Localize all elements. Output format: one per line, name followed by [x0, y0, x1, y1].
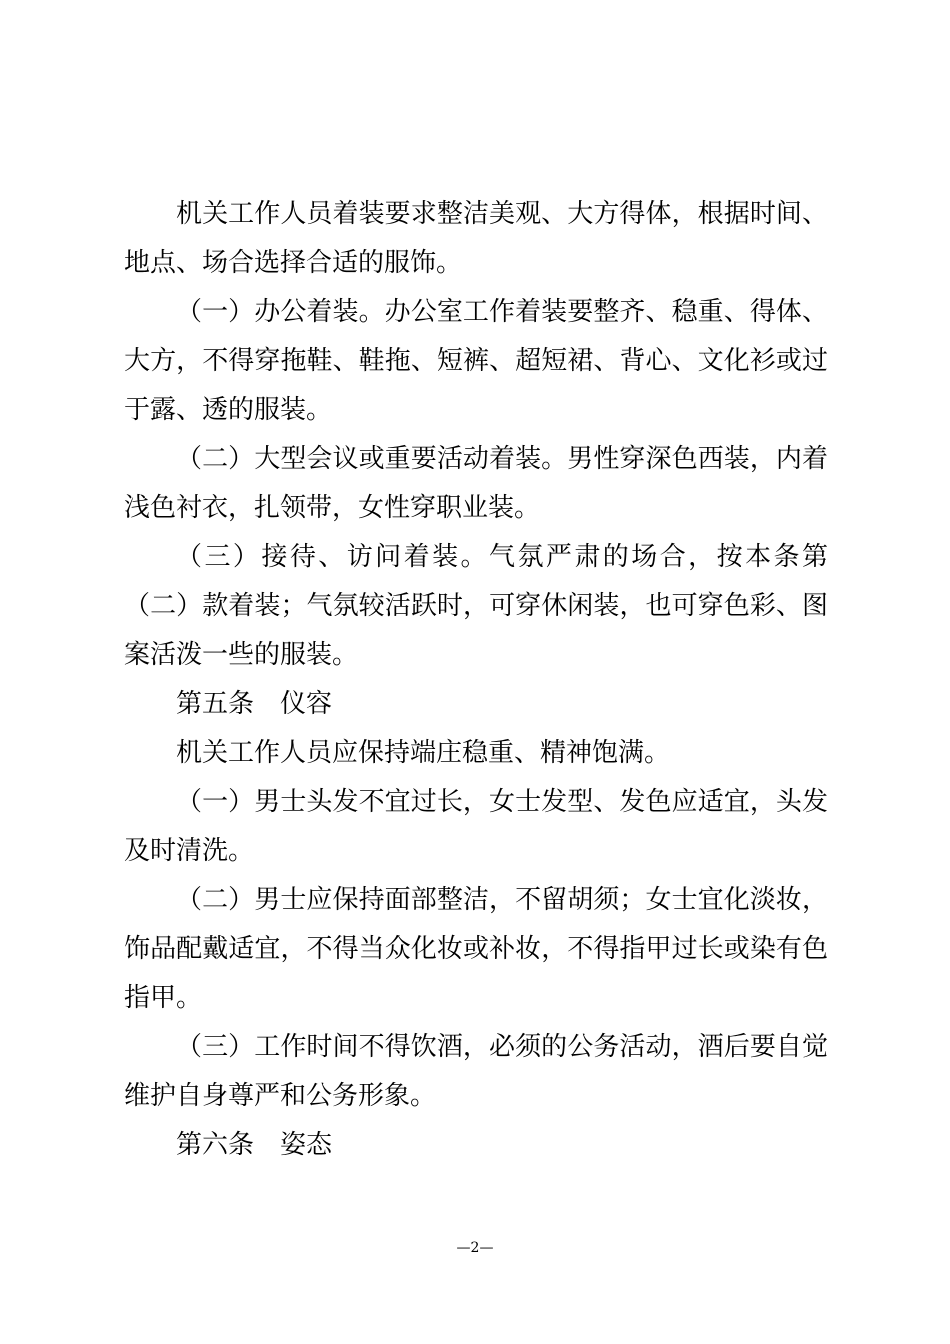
paragraph-attire-general: 机关工作人员着装要求整洁美观、大方得体，根据时间、地点、场合选择合适的服饰。 — [124, 199, 828, 278]
article-6-heading: 第六条 姿态 — [176, 1130, 333, 1160]
paragraph-hair: （一）男士头发不宜过长，女士发型、发色应适宜，头发及时清洗。 — [124, 787, 828, 866]
paragraph-office-attire: （一）办公着装。办公室工作着装要整齐、稳重、得体、大方，不得穿拖鞋、鞋拖、短裤、超短裙、背心、文化衫或过于露、透的服装。 — [124, 297, 828, 425]
page-number: —2— — [456, 1240, 494, 1256]
paragraph-face-makeup: （二）男士应保持面部整洁，不留胡须；女士宜化淡妆，饰品配戴适宜，不得当众化妆或补妆，不得指甲过长或染有色指甲。 — [124, 885, 828, 1013]
paragraph-alcohol: （三）工作时间不得饮酒，必须的公务活动，酒后要自觉维护自身尊严和公务形象。 — [124, 1032, 828, 1111]
article-5-heading: 第五条 仪容 — [176, 689, 333, 719]
paragraph-reception-attire: （三）接待、访问着装。气氛严肃的场合，按本条第（二）款着装；气氛较活跃时，可穿休闲装，也可穿色彩、图案活泼一些的服装。 — [124, 542, 828, 670]
paragraph-appearance-general: 机关工作人员应保持端庄稳重、精神饱满。 — [176, 738, 671, 768]
document-body — [124, 190, 828, 1170]
paragraph-meeting-attire: （二）大型会议或重要活动着装。男性穿深色西装，内着浅色衬衣，扎领带，女性穿职业装。 — [124, 444, 828, 523]
